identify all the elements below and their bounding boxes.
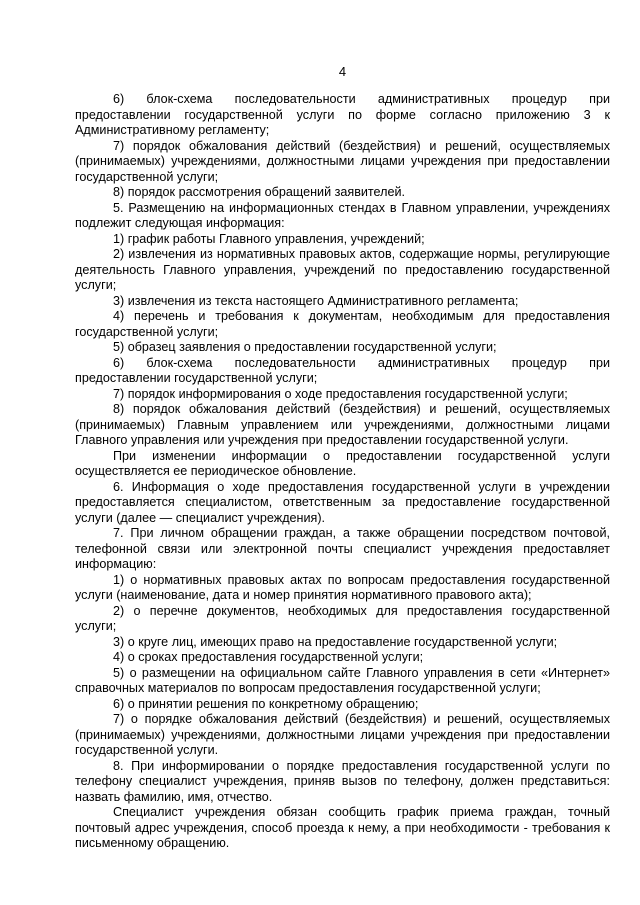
paragraph: 7) о порядке обжалования действий (бездействия) и решений, осуществляемых (принимаемых) учреждениями, должностными лицами учреждения при предоставлении государственной услуги. xyxy=(75,712,610,757)
paragraph: 7) порядок информирования о ходе предоставления государственной услуги; xyxy=(113,386,568,401)
paragraph: 2) извлечения из нормативных правовых актов, содержащие нормы, регулирующие деятельность Главного управления, учреждений по предоставлению государственной услуги; xyxy=(75,247,610,292)
paragraph: 4) о сроках предоставления государственной услуги; xyxy=(113,650,424,664)
page-number: 4 xyxy=(338,64,347,79)
paragraph: 3) о круге лиц, имеющих право на предоставление государственной услуги; xyxy=(113,634,558,649)
paragraph: 6) блок-схема последовательности административных процедур при предоставлении государственной услуги; xyxy=(75,355,610,385)
paragraph: 5) о размещении на официальном сайте Главного управления в сети «Интернет» справочных материалов по вопросам предоставления государственной услуги; xyxy=(75,665,610,695)
paragraph: 5) образец заявления о предоставлении государственной услуги; xyxy=(113,340,497,354)
paragraph: 6) о принятии решения по конкретному обращению; xyxy=(113,696,419,711)
paragraph: 6) блок-схема последовательности административных процедур при предоставлении государственной услуги по форме согласно приложению 3 к Административному регламенту; xyxy=(75,92,610,137)
paragraph: 7. При личном обращении граждан, а также обращении посредством почтовой, телефонной связи или электронной почты специалист учреждения предоставляет информацию: xyxy=(75,526,610,571)
paragraph: 8) порядок рассмотрения обращений заявителей. xyxy=(113,185,406,199)
paragraph: 7) порядок обжалования действий (бездействия) и решений, осуществляемых (принимаемых) учреждениями, должностными лицами учреждения при предоставлении государственной услуги; xyxy=(75,138,610,184)
paragraph: 2) о перечне документов, необходимых для предоставления государственной услуги; xyxy=(75,603,610,633)
document-body xyxy=(75,92,610,852)
paragraph: При изменении информации о предоставлении государственной услуги осуществляется ее периодическое обновление. xyxy=(75,448,610,478)
paragraph: 5. Размещению на информационных стендах в Главном управлении, учреждениях подлежит следующая информация: xyxy=(75,200,610,230)
paragraph: 1) график работы Главного управления, учреждений; xyxy=(113,231,425,246)
paragraph: 4) перечень и требования к документам, необходимым для предоставления государственной услуги; xyxy=(75,309,610,339)
paragraph: Специалист учреждения обязан сообщить график приема граждан, точный почтовый адрес учреждения, способ проезда к нему, а при необходимости - требования к письменному обращению. xyxy=(75,805,610,850)
paragraph: 6. Информация о ходе предоставления государственной услуги в учреждении предоставляется специалистом, ответственным за предоставление государственной услуги (далее — специалист учреждения). xyxy=(75,479,610,525)
paragraph: 8) порядок обжалования действий (бездействия) и решений, осуществляемых (принимаемых) Главным управлением или учреждениями, должностными лицами Главного управления или учреждения при предоставлении государственной услуги. xyxy=(75,402,610,447)
paragraph: 1) о нормативных правовых актах по вопросам предоставления государственной услуги (наименование, дата и номер принятия нормативного правового акта); xyxy=(75,572,610,602)
paragraph: 3) извлечения из текста настоящего Административного регламента; xyxy=(113,293,519,308)
paragraph: 8. При информировании о порядке предоставления государственной услуги по телефону специалист учреждения, приняв вызов по телефону, должен представиться: назвать фамилию, имя, отчество. xyxy=(75,758,610,804)
